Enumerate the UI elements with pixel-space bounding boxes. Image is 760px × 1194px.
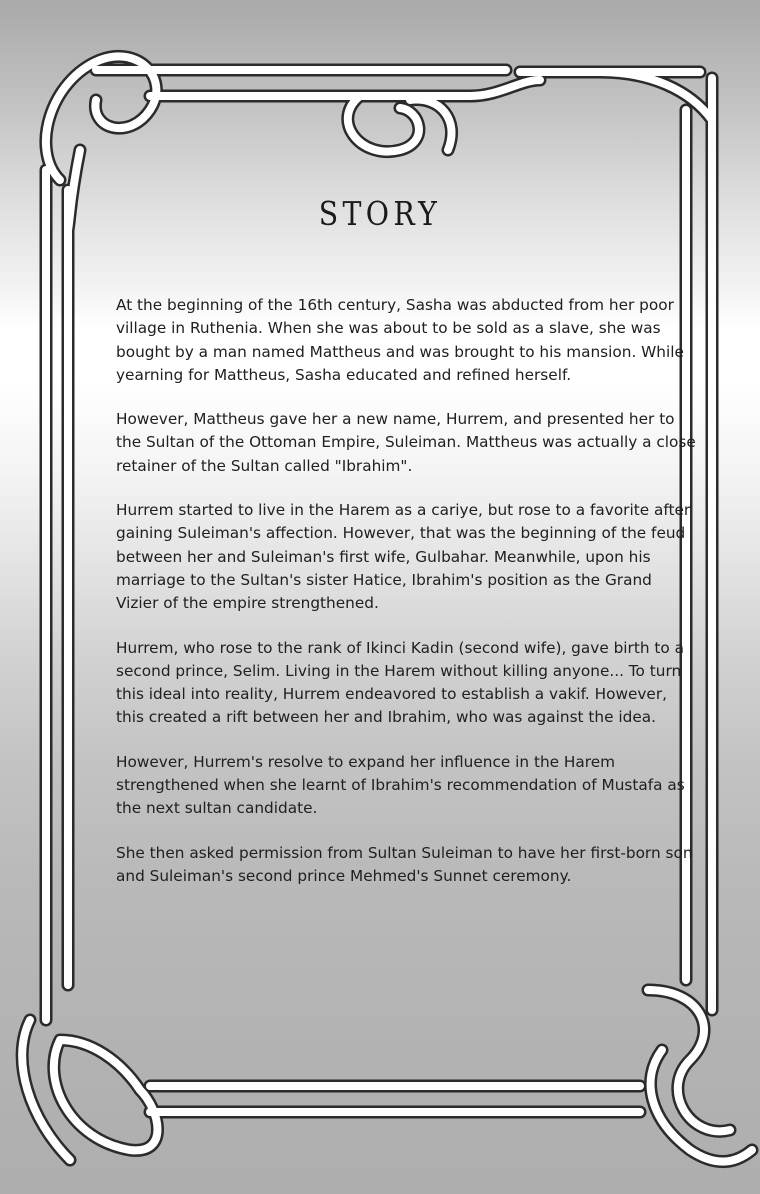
story-paragraph: Hurrem, who rose to the rank of Ikinci Kadin (second wife), gave birth to a second prince, Selim. Living in the Harem without killing anyone... To turn this ideal into reality, Hurrem endeavored to establish a vakif. However, this created a rift between her and Ibrahim, who was against the idea. xyxy=(116,638,684,727)
story-paragraph: Hurrem started to live in the Harem as a cariye, but rose to a favorite after gaining Suleiman's affection. However, that was the beginning of the feud between her and Suleiman's first wife, Gulbahar. Meanwhile, upon his marriage to the Sultan's sister Hatice, Ibrahim's position as the Grand Vizier of the empire strengthened. xyxy=(116,501,691,613)
story-paragraph: However, Hurrem's resolve to expand her influence in the Harem strengthened when she learnt of Ibrahim's recommendation of Mustafa as the next sultan candidate. xyxy=(116,752,685,818)
story-paragraph: She then asked permission from Sultan Suleiman to have her first-born son and Suleiman's second prince Mehmed's Sunnet ceremony. xyxy=(116,843,693,885)
page-title: STORY xyxy=(318,194,442,233)
story-text xyxy=(116,294,696,909)
story-paragraph: However, Mattheus gave her a new name, Hurrem, and presented her to the Sultan of the Ottoman Empire, Suleiman. Mattheus was actually a close retainer of the Sultan called "Ibrahim". xyxy=(116,410,696,475)
story-paragraph: At the beginning of the 16th century, Sasha was abducted from her poor village in Ruthenia. When she was about to be sold as a slave, she was bought by a man named Mattheus and was brought to his mansion. While yearning for Mattheus, Sasha educated and refined herself. xyxy=(116,296,684,384)
